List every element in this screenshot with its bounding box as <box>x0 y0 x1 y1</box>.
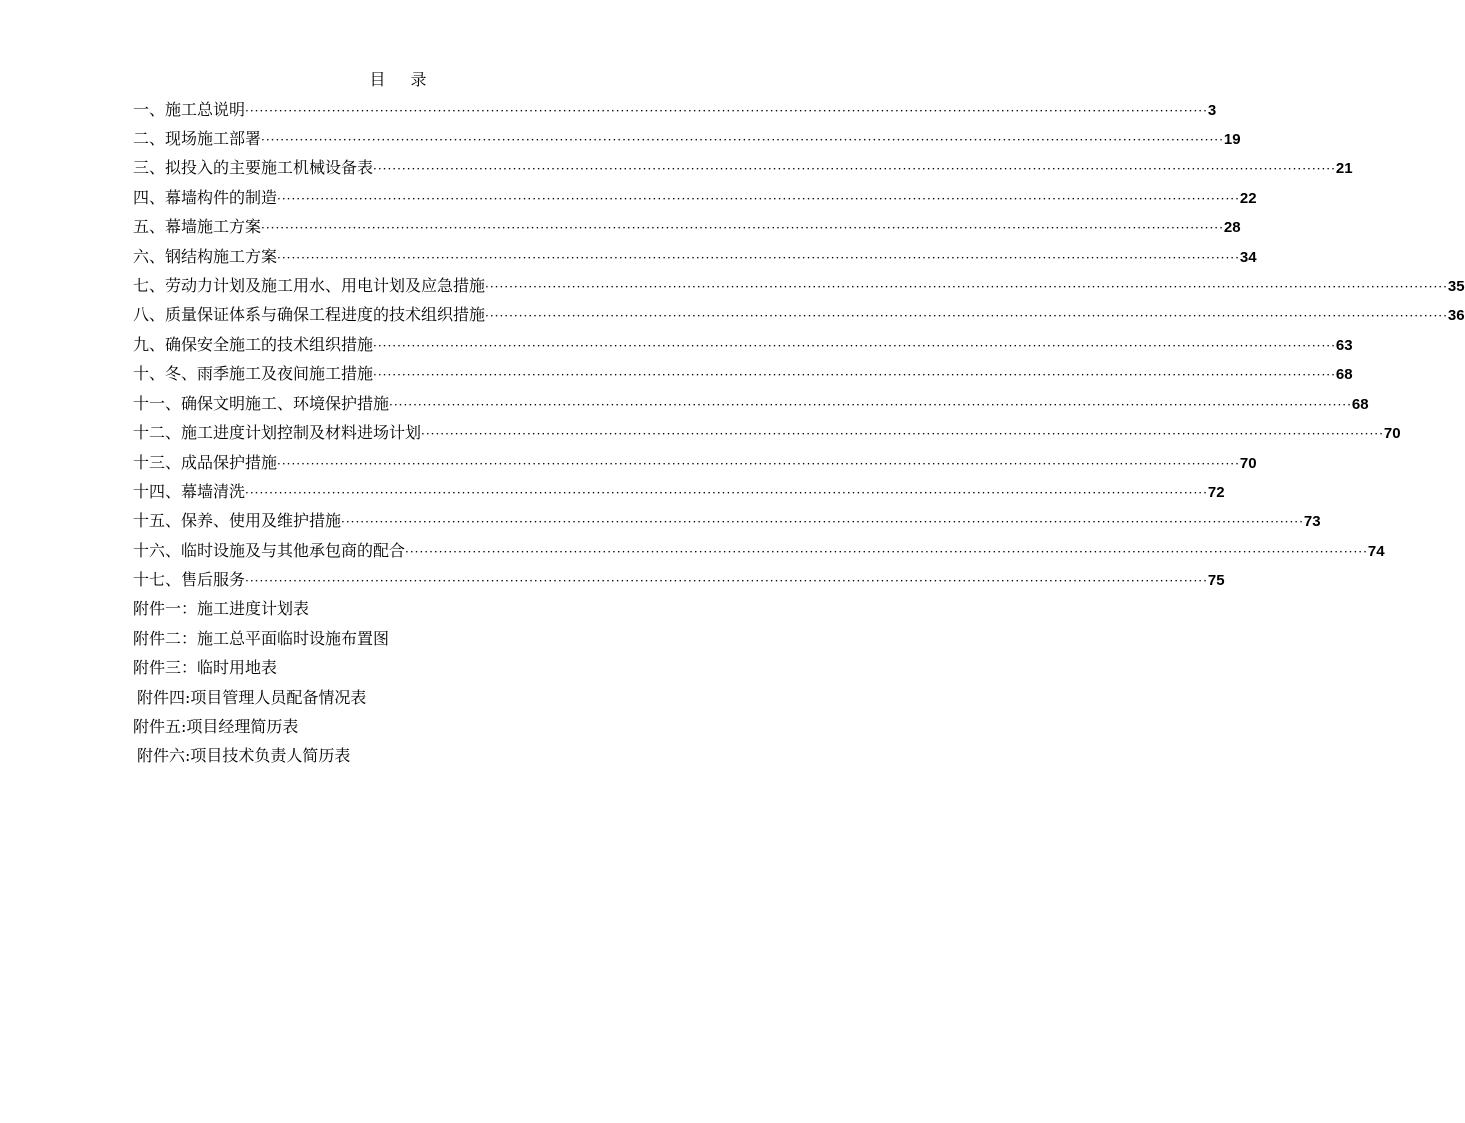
toc-entry-label: 现场施工部署 <box>165 129 262 148</box>
toc-entry <box>133 569 1225 591</box>
toc-entry <box>133 304 1465 326</box>
toc-entry <box>133 187 1257 209</box>
toc-entry-number: 一、 <box>133 100 166 119</box>
toc-entry-label: 施工进度计划控制及材料进场计划 <box>181 423 422 442</box>
toc-leader-dots: ········································································································································································································ <box>485 309 1448 323</box>
toc-entry <box>133 216 1241 238</box>
toc-entry <box>133 510 1321 532</box>
toc-leader-dots: ········································································································································································································ <box>373 339 1336 353</box>
toc-leader-dots: ········································································································································································································ <box>277 457 1240 471</box>
toc-entry-label: 保养、使用及维护措施 <box>181 511 342 530</box>
toc-leader-dots: ········································································································································································································ <box>373 162 1336 176</box>
toc-entry-number: 十七、 <box>133 570 182 589</box>
toc-leader-dots: ········································································································································································································ <box>277 192 1240 206</box>
toc-entry-label: 幕墙施工方案 <box>165 217 262 236</box>
toc-leader-dots: ········································································································································································································ <box>261 221 1224 235</box>
toc-entry-number: 十、 <box>133 364 166 383</box>
toc-entry-label: 拟投入的主要施工机械设备表 <box>165 158 374 177</box>
toc-entry-page: 73 <box>1303 513 1321 530</box>
attachment-item: 附件六:项目技术负责人简历表 <box>137 746 351 765</box>
toc-leader-dots: ········································································································································································································ <box>405 545 1368 559</box>
toc-entry-label: 成品保护措施 <box>181 453 278 472</box>
toc-entry-page: 70 <box>1383 425 1401 442</box>
toc-entry-number: 十三、 <box>133 453 182 472</box>
toc-entry <box>133 334 1353 356</box>
toc-entry-label: 劳动力计划及施工用水、用电计划及应急措施 <box>165 276 486 295</box>
toc-entry-number: 九、 <box>133 335 166 354</box>
toc-entry-page: 35 <box>1447 278 1465 295</box>
toc-leader-dots: ········································································································································································································ <box>389 398 1352 412</box>
toc-entry-label: 临时设施及与其他承包商的配合 <box>181 541 406 560</box>
toc-leader-dots: ········································································································································································································ <box>485 280 1448 294</box>
toc-entry <box>133 99 1217 121</box>
toc-entry-number: 二、 <box>133 129 166 148</box>
toc-entry-page: 36 <box>1447 307 1465 324</box>
toc-entry <box>133 128 1241 150</box>
toc-entry-page: 70 <box>1239 455 1257 472</box>
toc-entry-number: 七、 <box>133 276 166 295</box>
toc-leader-dots: ········································································································································································································ <box>277 251 1240 265</box>
toc-leader-dots: ········································································································································································································ <box>373 368 1336 382</box>
toc-title: 目 录 <box>369 70 437 89</box>
toc-entry-label: 幕墙清洗 <box>181 482 246 501</box>
toc-entry-number: 六、 <box>133 247 166 266</box>
toc-entry-page: 3 <box>1207 102 1217 119</box>
toc-entry-label: 施工总说明 <box>165 100 246 119</box>
attachment-item: 附件二：施工总平面临时设施布置图 <box>133 629 390 648</box>
attachment-item: 附件四:项目管理人员配备情况表 <box>137 688 367 707</box>
toc-entry-number: 十一、 <box>133 394 182 413</box>
toc-leader-dots: ········································································································································································································ <box>341 515 1304 529</box>
toc-entry-page: 68 <box>1351 396 1369 413</box>
toc-entry-label: 确保文明施工、环境保护措施 <box>181 394 390 413</box>
toc-entry <box>133 540 1385 562</box>
toc-entry <box>133 275 1465 297</box>
toc-entry-number: 十六、 <box>133 541 182 560</box>
toc-entry-page: 74 <box>1367 543 1385 560</box>
toc-leader-dots: ········································································································································································································ <box>245 574 1208 588</box>
toc-leader-dots: ········································································································································································································ <box>245 104 1208 118</box>
toc-entry-page: 63 <box>1335 337 1353 354</box>
toc-entry-label: 售后服务 <box>181 570 246 589</box>
toc-entry-number: 三、 <box>133 158 166 177</box>
toc-entry-label: 冬、雨季施工及夜间施工措施 <box>165 364 374 383</box>
attachment-item: 附件三：临时用地表 <box>133 658 278 677</box>
toc-entry <box>133 422 1401 444</box>
toc-leader-dots: ········································································································································································································ <box>245 486 1208 500</box>
toc-entry-label: 钢结构施工方案 <box>165 247 278 266</box>
toc-leader-dots: ········································································································································································································ <box>421 427 1384 441</box>
toc-entry-page: 75 <box>1207 572 1225 589</box>
toc-entry-page: 22 <box>1239 190 1257 207</box>
toc-entry-number: 八、 <box>133 305 166 324</box>
toc-entry <box>133 393 1369 415</box>
toc-entry-label: 质量保证体系与确保工程进度的技术组织措施 <box>165 305 486 324</box>
toc-entry-number: 十五、 <box>133 511 182 530</box>
toc-entry-page: 19 <box>1223 131 1241 148</box>
toc-entry-page: 68 <box>1335 366 1353 383</box>
toc-leader-dots: ········································································································································································································ <box>261 133 1224 147</box>
toc-entry-page: 28 <box>1223 219 1241 236</box>
toc-entry <box>133 246 1257 268</box>
toc-entry <box>133 452 1257 474</box>
toc-entry-label: 幕墙构件的制造 <box>165 188 278 207</box>
toc-entry <box>133 481 1225 503</box>
toc-entry-page: 72 <box>1207 484 1225 501</box>
toc-entry <box>133 157 1353 179</box>
toc-entry-number: 十四、 <box>133 482 182 501</box>
toc-entry-number: 四、 <box>133 188 166 207</box>
attachment-item: 附件五:项目经理简历表 <box>133 717 299 736</box>
toc-entry-label: 确保安全施工的技术组织措施 <box>165 335 374 354</box>
toc-entry-page: 21 <box>1335 160 1353 177</box>
toc-entry-number: 十二、 <box>133 423 182 442</box>
toc-entry <box>133 363 1353 385</box>
toc-entry-page: 34 <box>1239 249 1257 266</box>
attachment-item: 附件一：施工进度计划表 <box>133 599 310 618</box>
toc-entry-number: 五、 <box>133 217 166 236</box>
